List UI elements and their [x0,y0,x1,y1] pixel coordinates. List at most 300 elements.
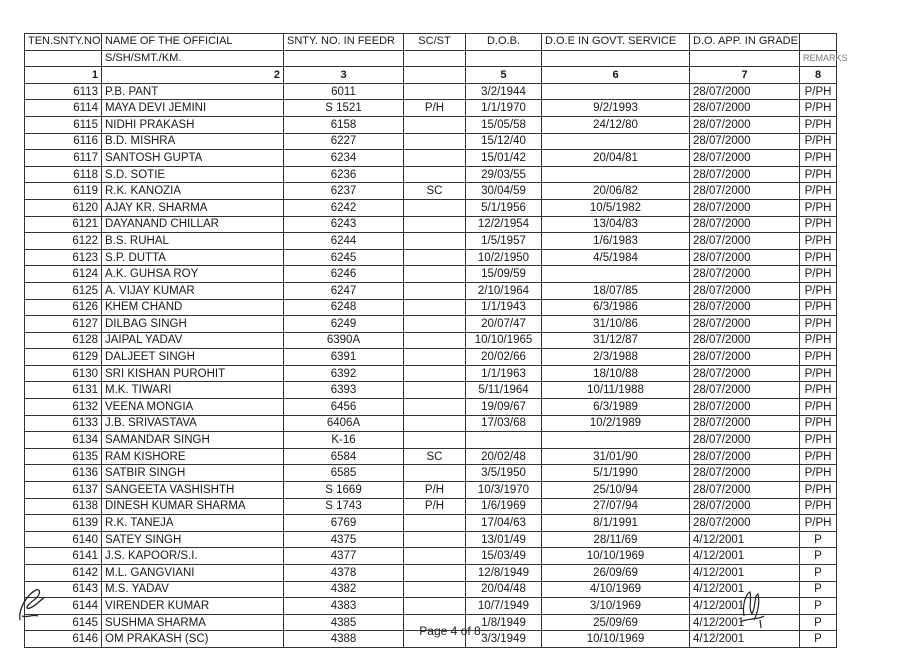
official-name-cell: AJAY KR. SHARMA [102,199,284,216]
doa-cell: 28/07/2000 [690,448,800,465]
table-row [25,349,837,366]
doa-cell: 28/07/2000 [690,282,800,299]
feedr-no-cell: 6244 [284,233,404,250]
official-name-cell: M.L. GANGVIANI [102,565,284,582]
official-name-cell: B.S. RUHAL [102,233,284,250]
remarks-cell: P/PH [800,382,837,399]
sc-st-cell [404,531,466,548]
feedr-no-cell: 6392 [284,365,404,382]
ten-snty-no-cell: 6139 [25,515,102,532]
remarks-cell: P/PH [800,249,837,266]
official-name-cell: P.B. PANT [102,83,284,100]
remarks-cell: P/PH [800,183,837,200]
dob-cell: 3/3/1949 [466,631,542,648]
feedr-no-cell: 4375 [284,531,404,548]
header-sc-st: SC/ST [404,34,466,51]
remarks-cell: P/PH [800,83,837,100]
doe-cell [542,133,690,150]
header-doa: D.O. APP. IN GRADE [690,34,800,51]
doa-cell: 28/07/2000 [690,150,800,167]
doe-cell: 2/3/1988 [542,349,690,366]
doa-cell: 28/07/2000 [690,133,800,150]
ten-snty-no-cell: 6134 [25,432,102,449]
ten-snty-no-cell: 6144 [25,598,102,615]
table-row [25,382,837,399]
official-name-cell: R.K. TANEJA [102,515,284,532]
col-number-3: 3 [284,67,404,84]
doe-cell: 5/1/1990 [542,465,690,482]
official-name-cell: SANGEETA VASHISHTH [102,482,284,499]
doa-cell: 4/12/2001 [690,565,800,582]
doa-cell: 28/07/2000 [690,332,800,349]
official-name-cell: S.P. DUTTA [102,249,284,266]
official-name-cell: SATEY SINGH [102,531,284,548]
column-number-row [25,67,837,84]
doe-cell: 20/06/82 [542,183,690,200]
header-remarks-top [800,34,837,51]
ten-snty-no-cell: 6126 [25,299,102,316]
feedr-no-cell: 6234 [284,150,404,167]
feedr-no-cell: 6393 [284,382,404,399]
doe-cell: 6/3/1986 [542,299,690,316]
sc-st-cell [404,316,466,333]
doa-cell: 28/07/2000 [690,266,800,283]
remarks-cell: P [800,614,837,631]
table-row [25,83,837,100]
dob-cell: 2/10/1964 [466,282,542,299]
remarks-cell: P/PH [800,316,837,333]
official-name-cell: RAM KISHORE [102,448,284,465]
feedr-no-cell: 4385 [284,614,404,631]
dob-cell: 15/12/40 [466,133,542,150]
header-blank [690,50,800,67]
table-row [25,216,837,233]
sc-st-cell [404,399,466,416]
col-number-2: 2 [102,67,284,84]
official-name-cell: VEENA MONGIA [102,399,284,416]
page-footer: Page 4 of 8 [419,624,481,638]
remarks-cell: P/PH [800,266,837,283]
dob-cell: 19/09/67 [466,399,542,416]
table-row [25,581,837,598]
doa-cell: 4/12/2001 [690,581,800,598]
remarks-cell: P [800,598,837,615]
remarks-cell: P/PH [800,199,837,216]
dob-cell: 29/03/55 [466,166,542,183]
header-ten-snty-no: TEN.SNTY.NO [25,34,102,51]
doa-cell: 4/12/2001 [690,531,800,548]
doe-cell: 31/12/87 [542,332,690,349]
remarks-cell: P/PH [800,282,837,299]
official-name-cell: SATBIR SINGH [102,465,284,482]
table-row [25,332,837,349]
doe-cell: 31/01/90 [542,448,690,465]
dob-cell: 5/11/1964 [466,382,542,399]
ten-snty-no-cell: 6120 [25,199,102,216]
official-name-cell: SUSHMA SHARMA [102,614,284,631]
header-row-2 [25,50,837,67]
ten-snty-no-cell: 6129 [25,349,102,366]
doe-cell: 10/5/1982 [542,199,690,216]
official-name-cell: DAYANAND CHILLAR [102,216,284,233]
doa-cell: 28/07/2000 [690,199,800,216]
doa-cell: 28/07/2000 [690,216,800,233]
dob-cell [466,432,542,449]
feedr-no-cell: 6011 [284,83,404,100]
dob-cell: 10/7/1949 [466,598,542,615]
header-remarks: REMARKS [800,50,837,67]
ten-snty-no-cell: 6119 [25,183,102,200]
ten-snty-no-cell: 6145 [25,614,102,631]
doe-cell [542,432,690,449]
header-blank [542,50,690,67]
doe-cell: 4/5/1984 [542,249,690,266]
dob-cell: 1/8/1949 [466,614,542,631]
col-number-5: 5 [466,67,542,84]
official-name-cell: NIDHI PRAKASH [102,116,284,133]
official-name-cell: J.B. SRIVASTAVA [102,415,284,432]
sc-st-cell: SC [404,183,466,200]
dob-cell: 15/09/59 [466,266,542,283]
sc-st-cell [404,432,466,449]
sc-st-cell [404,465,466,482]
remarks-cell: P/PH [800,299,837,316]
ten-snty-no-cell: 6118 [25,166,102,183]
ten-snty-no-cell: 6117 [25,150,102,167]
table-row [25,150,837,167]
feedr-no-cell: 6391 [284,349,404,366]
table-row [25,299,837,316]
ten-snty-no-cell: 6113 [25,83,102,100]
ten-snty-no-cell: 6136 [25,465,102,482]
dob-cell: 10/10/1965 [466,332,542,349]
feedr-no-cell: 6406A [284,415,404,432]
official-name-cell: M.K. TIWARI [102,382,284,399]
official-name-cell: SRI KISHAN PUROHIT [102,365,284,382]
remarks-cell: P/PH [800,166,837,183]
remarks-cell: P/PH [800,100,837,117]
official-name-cell: R.K. KANOZIA [102,183,284,200]
dob-cell: 1/1/1970 [466,100,542,117]
table-row [25,183,837,200]
remarks-cell: P [800,565,837,582]
doe-cell: 3/10/1969 [542,598,690,615]
dob-cell: 30/04/59 [466,183,542,200]
feedr-no-cell: 4377 [284,548,404,565]
remarks-cell: P/PH [800,432,837,449]
doe-cell: 26/09/69 [542,565,690,582]
feedr-no-cell: 6248 [284,299,404,316]
remarks-cell: P/PH [800,349,837,366]
header-blank [466,50,542,67]
feedr-no-cell: 6227 [284,133,404,150]
feedr-no-cell: 6584 [284,448,404,465]
doe-cell: 25/10/94 [542,482,690,499]
sc-st-cell [404,233,466,250]
ten-snty-no-cell: 6127 [25,316,102,333]
doe-cell: 10/10/1969 [542,548,690,565]
dob-cell: 3/2/1944 [466,83,542,100]
doa-cell: 28/07/2000 [690,249,800,266]
sc-st-cell: P/H [404,100,466,117]
feedr-no-cell: 4382 [284,581,404,598]
doa-cell: 28/07/2000 [690,365,800,382]
ten-snty-no-cell: 6141 [25,548,102,565]
official-name-cell: KHEM CHAND [102,299,284,316]
ten-snty-no-cell: 6122 [25,233,102,250]
dob-cell: 20/02/66 [466,349,542,366]
table-row [25,266,837,283]
table-row [25,249,837,266]
remarks-cell: P/PH [800,465,837,482]
doa-cell: 4/12/2001 [690,631,800,648]
col-number-8: 8 [800,67,837,84]
remarks-cell: P/PH [800,116,837,133]
table-row [25,482,837,499]
doe-cell: 1/6/1983 [542,233,690,250]
doa-cell: 4/12/2001 [690,614,800,631]
sc-st-cell: P/H [404,498,466,515]
doa-cell: 28/07/2000 [690,498,800,515]
feedr-no-cell: K-16 [284,432,404,449]
col-number-4 [404,67,466,84]
ten-snty-no-cell: 6114 [25,100,102,117]
remarks-cell: P/PH [800,365,837,382]
dob-cell: 20/02/48 [466,448,542,465]
header-name-line2: S/SH/SMT./KM. [102,50,284,67]
doa-cell: 4/12/2001 [690,598,800,615]
header-snty-feedr: SNTY. NO. IN FEEDR [284,34,404,51]
table-row [25,531,837,548]
doa-cell: 28/07/2000 [690,100,800,117]
doe-cell: 31/10/86 [542,316,690,333]
official-name-cell: VIRENDER KUMAR [102,598,284,615]
ten-snty-no-cell: 6135 [25,448,102,465]
doe-cell [542,266,690,283]
doe-cell: 4/10/1969 [542,581,690,598]
sc-st-cell [404,216,466,233]
ten-snty-no-cell: 6123 [25,249,102,266]
dob-cell: 15/03/49 [466,548,542,565]
feedr-no-cell: 6245 [284,249,404,266]
header-blank [284,50,404,67]
ten-snty-no-cell: 6133 [25,415,102,432]
remarks-cell: P/PH [800,448,837,465]
doe-cell: 25/09/69 [542,614,690,631]
header-dob: D.O.B. [466,34,542,51]
feedr-no-cell: S 1743 [284,498,404,515]
dob-cell: 15/05/58 [466,116,542,133]
table-row [25,365,837,382]
signature-left [14,586,48,626]
feedr-no-cell: S 1669 [284,482,404,499]
doa-cell: 28/07/2000 [690,349,800,366]
remarks-cell: P/PH [800,399,837,416]
dob-cell: 15/01/42 [466,150,542,167]
col-number-6: 6 [542,67,690,84]
official-name-cell: B.D. MISHRA [102,133,284,150]
feedr-no-cell: 6456 [284,399,404,416]
official-name-cell: A. VIJAY KUMAR [102,282,284,299]
table-row [25,316,837,333]
feedr-no-cell: 6158 [284,116,404,133]
table-row [25,233,837,250]
ten-snty-no-cell: 6121 [25,216,102,233]
sc-st-cell [404,565,466,582]
ten-snty-no-cell: 6143 [25,581,102,598]
feedr-no-cell: 4383 [284,598,404,615]
table-row [25,448,837,465]
doa-cell: 28/07/2000 [690,432,800,449]
doa-cell: 28/07/2000 [690,482,800,499]
remarks-cell: P [800,548,837,565]
ten-snty-no-cell: 6115 [25,116,102,133]
ten-snty-no-cell: 6116 [25,133,102,150]
ten-snty-no-cell: 6131 [25,382,102,399]
feedr-no-cell: 4378 [284,565,404,582]
dob-cell: 1/6/1969 [466,498,542,515]
sc-st-cell [404,299,466,316]
table-row [25,432,837,449]
doa-cell: 28/07/2000 [690,316,800,333]
sc-st-cell [404,116,466,133]
dob-cell: 20/04/48 [466,581,542,598]
doe-cell: 18/07/85 [542,282,690,299]
dob-cell: 5/1/1956 [466,199,542,216]
ten-snty-no-cell: 6146 [25,631,102,648]
doe-cell: 24/12/80 [542,116,690,133]
dob-cell: 12/8/1949 [466,565,542,582]
sc-st-cell [404,415,466,432]
table-row [25,133,837,150]
official-name-cell: A.K. GUHSA ROY [102,266,284,283]
table-row [25,116,837,133]
doa-cell: 28/07/2000 [690,382,800,399]
remarks-cell: P/PH [800,150,837,167]
official-name-cell: MAYA DEVI JEMINI [102,100,284,117]
official-name-cell: J.S. KAPOOR/S.I. [102,548,284,565]
ten-snty-no-cell: 6132 [25,399,102,416]
feedr-no-cell: 6246 [284,266,404,283]
remarks-cell: P [800,581,837,598]
table-row [25,166,837,183]
ten-snty-no-cell: 6140 [25,531,102,548]
dob-cell: 1/1/1943 [466,299,542,316]
dob-cell: 3/5/1950 [466,465,542,482]
doa-cell: 28/07/2000 [690,515,800,532]
official-name-cell: SANTOSH GUPTA [102,150,284,167]
ten-snty-no-cell: 6125 [25,282,102,299]
sc-st-cell [404,382,466,399]
doe-cell: 20/04/81 [542,150,690,167]
sc-st-cell [404,282,466,299]
official-name-cell: DINESH KUMAR SHARMA [102,498,284,515]
doa-cell: 4/12/2001 [690,548,800,565]
feedr-no-cell: 6242 [284,199,404,216]
table-row [25,399,837,416]
table-row [25,199,837,216]
doa-cell: 28/07/2000 [690,415,800,432]
sc-st-cell [404,133,466,150]
feedr-no-cell: S 1521 [284,100,404,117]
doa-cell: 28/07/2000 [690,299,800,316]
dob-cell: 1/5/1957 [466,233,542,250]
sc-st-cell [404,199,466,216]
header-row [25,34,837,51]
table-row [25,465,837,482]
sc-st-cell [404,249,466,266]
table-row [25,548,837,565]
ten-snty-no-cell: 6124 [25,266,102,283]
remarks-cell: P [800,631,837,648]
sc-st-cell [404,515,466,532]
doa-cell: 28/07/2000 [690,399,800,416]
ten-snty-no-cell: 6128 [25,332,102,349]
doa-cell: 28/07/2000 [690,183,800,200]
table-row [25,415,837,432]
remarks-cell: P/PH [800,415,837,432]
official-name-cell: DILBAG SINGH [102,316,284,333]
remarks-cell: P/PH [800,515,837,532]
doa-cell: 28/07/2000 [690,166,800,183]
feedr-no-cell: 6249 [284,316,404,333]
sc-st-cell [404,581,466,598]
doe-cell: 10/2/1989 [542,415,690,432]
sc-st-cell: SC [404,448,466,465]
official-name-cell: DALJEET SINGH [102,349,284,366]
header-doe: D.O.E IN GOVT. SERVICE [542,34,690,51]
feedr-no-cell: 6236 [284,166,404,183]
dob-cell: 20/07/47 [466,316,542,333]
sc-st-cell [404,598,466,615]
ten-snty-no-cell: 6130 [25,365,102,382]
doe-cell: 10/10/1969 [542,631,690,648]
sc-st-cell [404,365,466,382]
table-row [25,282,837,299]
sc-st-cell [404,150,466,167]
dob-cell: 10/2/1950 [466,249,542,266]
doa-cell: 28/07/2000 [690,233,800,250]
remarks-cell: P/PH [800,332,837,349]
ten-snty-no-cell: 6137 [25,482,102,499]
feedr-no-cell: 6390A [284,332,404,349]
table-row [25,100,837,117]
feedr-no-cell: 4388 [284,631,404,648]
seniority-table [24,33,848,648]
dob-cell: 13/01/49 [466,531,542,548]
sc-st-cell [404,332,466,349]
col-number-7: 7 [690,67,800,84]
official-name-cell: JAIPAL YADAV [102,332,284,349]
ten-snty-no-cell: 6138 [25,498,102,515]
table-row [25,565,837,582]
dob-cell: 1/1/1963 [466,365,542,382]
table-row [25,515,837,532]
sc-st-cell [404,83,466,100]
doe-cell: 13/04/83 [542,216,690,233]
remarks-cell: P/PH [800,216,837,233]
remarks-cell: P/PH [800,498,837,515]
doe-cell: 10/11/1988 [542,382,690,399]
sc-st-cell [404,266,466,283]
remarks-cell: P [800,531,837,548]
doe-cell: 9/2/1993 [542,100,690,117]
feedr-no-cell: 6237 [284,183,404,200]
doa-cell: 28/07/2000 [690,465,800,482]
sc-st-cell [404,349,466,366]
doa-cell: 28/07/2000 [690,116,800,133]
doe-cell: 6/3/1989 [542,399,690,416]
